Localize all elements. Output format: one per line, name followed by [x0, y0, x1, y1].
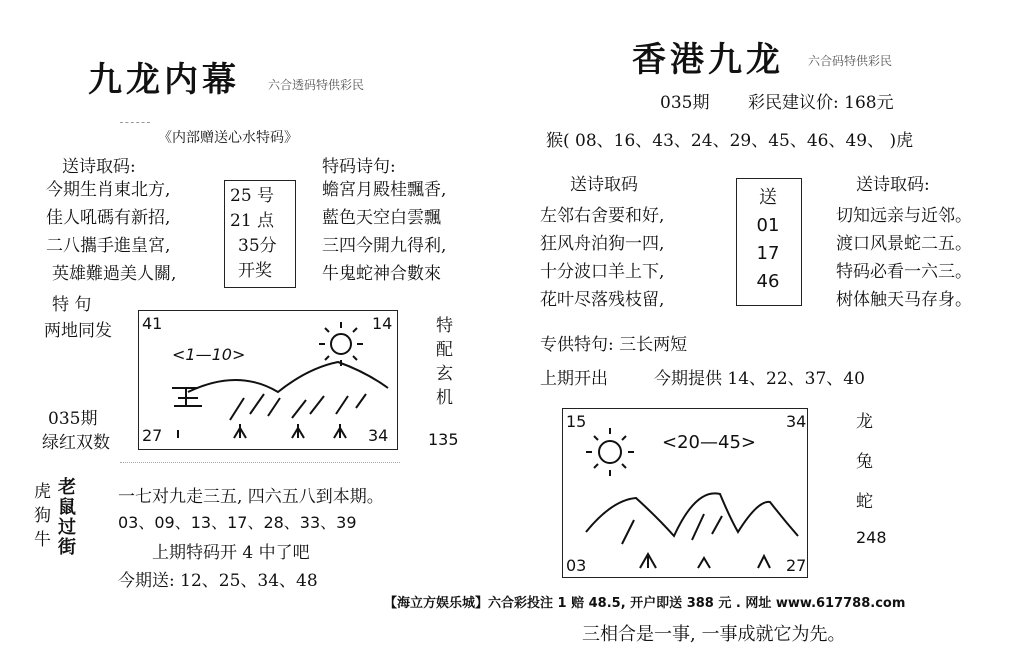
vertical-char: 配: [436, 340, 453, 360]
box-line: 46: [756, 271, 780, 292]
poem-line: 二八攜手進皇宮,: [46, 236, 171, 256]
vertical-char: 蛇: [856, 492, 873, 512]
left-issue: 035期: [48, 409, 98, 429]
left-poem-head-right: 特码诗句:: [322, 157, 396, 177]
left-special-label: 特 句: [52, 295, 92, 315]
left-subtitle: 六合透码特供彩民: [268, 78, 365, 92]
mountain-outline: [586, 493, 798, 536]
right-sketch-drawing: [562, 408, 806, 576]
poem-line: 蟾宮月殿桂飄香,: [322, 180, 447, 200]
poem-line: 左邻右舍要和好,: [540, 206, 665, 226]
footer-slogan: 三相合是一事, 一事成就它为先。: [582, 624, 846, 645]
right-offer: 今期提供 14、22、37、40: [654, 369, 865, 389]
sketch-range: <20—45>: [662, 432, 756, 453]
left-line3: 上期特码开 4 中了吧: [152, 543, 310, 563]
box-line: 25 号: [230, 186, 275, 206]
vertical-char: 玄: [436, 364, 453, 384]
box-line: 送: [759, 187, 777, 208]
divider: [120, 462, 400, 463]
poem-line: 英雄難過美人關,: [52, 264, 177, 284]
poem-line: 十分波口羊上下,: [540, 262, 665, 282]
right-poem-head-right: 送诗取码:: [856, 175, 930, 195]
right-poem-head-left: 送诗取码: [570, 175, 638, 195]
left-line2: 03、09、13、17、28、33、39: [118, 513, 357, 532]
left-two-places: 两地同发: [44, 321, 112, 341]
poem-line: 特码必看一六三。: [836, 262, 972, 282]
right-issue: 035期: [660, 93, 710, 113]
zodiac-char: 狗: [34, 506, 51, 526]
sketch-corner-bl: 03: [566, 556, 587, 575]
scribble-glyph: [172, 388, 202, 406]
right-side-vertical: [856, 402, 873, 522]
left-tagline: 《内部赠送心水特码》: [158, 130, 298, 146]
divider: [120, 122, 150, 123]
sketch-corner-br: 34: [368, 426, 389, 445]
right-special-sentence: 专供特句: 三长两短: [540, 335, 688, 355]
sun-icon: [331, 334, 351, 354]
right-monkey-line: 猴( 08、16、43、24、29、45、46、49、 )虎: [546, 131, 914, 151]
box-line: 35分: [238, 236, 277, 256]
box-line: 开奖: [238, 261, 272, 281]
poem-line: 牛鬼蛇神合數來: [322, 264, 441, 284]
vertical-char: 特: [436, 316, 453, 336]
zodiac-col1: [34, 480, 51, 552]
vertical-char: 兔: [856, 452, 873, 472]
left-title: 九龙内幕: [88, 60, 240, 100]
sketch-corner-tr: 34: [786, 412, 807, 431]
left-line4: 今期送: 12、25、34、48: [118, 571, 318, 591]
right-title: 香港九龙: [632, 40, 784, 80]
poem-line: 佳人吼碼有新招,: [46, 208, 171, 228]
right-price: 彩民建议价: 168元: [748, 93, 894, 113]
zodiac-char: 虎: [34, 482, 51, 502]
left-green-red: 绿红双数: [42, 433, 110, 453]
vertical-char: 龙: [856, 412, 873, 432]
poem-line: 渡口风景蛇二五。: [836, 234, 972, 254]
poem-line: 三四今開九得利,: [322, 236, 447, 256]
left-poem-head-left: 送诗取码:: [62, 157, 136, 177]
poem-line: 花叶尽落残枝留,: [540, 290, 665, 310]
right-send-numbers: [736, 184, 800, 296]
zodiac-char: 牛: [34, 530, 51, 550]
zodiac-char: 鼠: [58, 497, 76, 518]
poem-line: 藍色天空白雲飄: [322, 208, 441, 228]
sketch-corner-tl: 41: [142, 314, 163, 333]
zodiac-char: 过: [58, 517, 76, 538]
left-sketch-drawing: [138, 310, 396, 448]
sketch-corner-bl: 27: [142, 426, 163, 445]
poem-line: 切知远亲与近邻。: [836, 206, 972, 226]
right-poem-right: [836, 202, 972, 314]
left-poem-right: [322, 176, 446, 288]
left-poem-left: [46, 176, 176, 288]
right-last-open: 上期开出: [540, 369, 608, 389]
left-right-number: 135: [428, 430, 459, 449]
box-line: 21 点: [230, 211, 275, 231]
sketch-corner-tr: 14: [372, 314, 393, 333]
right-poem-left: [540, 202, 664, 314]
zodiac-char: 老: [58, 477, 76, 498]
box-line: 17: [756, 243, 780, 264]
sketch-range: <1—10>: [172, 345, 246, 364]
poem-line: 树体触天马存身。: [836, 290, 972, 310]
poem-line: 今期生肖東北方,: [46, 180, 171, 200]
box-line: 01: [756, 215, 780, 236]
sketch-corner-br: 27: [786, 556, 807, 575]
sun-icon: [599, 441, 621, 463]
mountain-outline: [188, 362, 388, 392]
right-side-number: 248: [856, 528, 887, 547]
sketch-corner-tl: 15: [566, 412, 587, 431]
poem-line: 狂风舟泊狗一四,: [540, 234, 665, 254]
left-draw-time: [230, 184, 277, 284]
left-right-vertical: [436, 314, 453, 410]
footer-ad: 【海立方娱乐城】六合彩投注 1 赔 48.5, 开户即送 388 元 . 网址 www.617788.com: [384, 596, 906, 611]
zodiac-char: 街: [58, 537, 76, 558]
right-subtitle: 六合码特供彩民: [808, 54, 893, 68]
left-line1: 一七对九走三五, 四六五八到本期。: [118, 487, 384, 507]
vertical-char: 机: [436, 388, 453, 408]
zodiac-col2: [58, 478, 76, 558]
